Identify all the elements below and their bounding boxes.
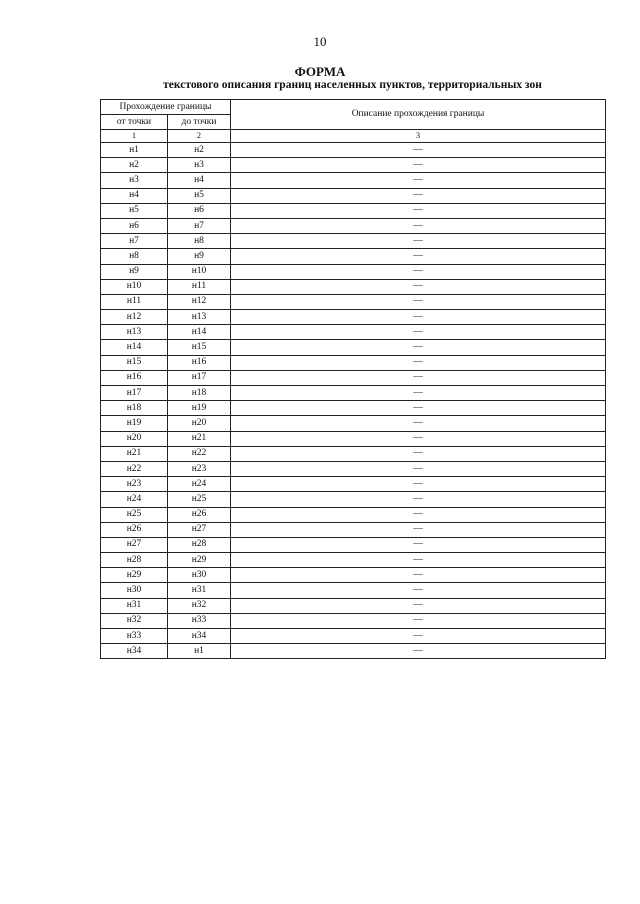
to-point-cell: н5: [168, 188, 231, 203]
table-row: [101, 310, 606, 325]
table-row: [101, 188, 606, 203]
table-row: [101, 416, 606, 431]
to-point-cell: н1: [168, 644, 231, 659]
table-row: [101, 568, 606, 583]
description-cell: —: [231, 416, 606, 431]
to-point-cell: н33: [168, 613, 231, 628]
table-row: [101, 553, 606, 568]
description-cell: —: [231, 340, 606, 355]
to-point-cell: н17: [168, 370, 231, 385]
from-point-cell: н23: [101, 477, 168, 492]
table-row: [101, 446, 606, 461]
from-point-cell: н30: [101, 583, 168, 598]
to-point-cell: н11: [168, 279, 231, 294]
table-row: [101, 279, 606, 294]
table-row: [101, 431, 606, 446]
to-point-cell: н21: [168, 431, 231, 446]
table-row: [101, 203, 606, 218]
table-row: [101, 461, 606, 476]
description-cell: —: [231, 598, 606, 613]
from-point-cell: н9: [101, 264, 168, 279]
from-point-cell: н31: [101, 598, 168, 613]
description-cell: —: [231, 279, 606, 294]
to-point-cell: н2: [168, 143, 231, 158]
to-point-cell: н28: [168, 537, 231, 552]
description-cell: —: [231, 173, 606, 188]
header-column-number-1: 1: [101, 130, 168, 143]
description-cell: —: [231, 431, 606, 446]
to-point-cell: н13: [168, 310, 231, 325]
table-row: [101, 629, 606, 644]
from-point-cell: н3: [101, 173, 168, 188]
table-row: [101, 401, 606, 416]
description-cell: —: [231, 401, 606, 416]
to-point-cell: н26: [168, 507, 231, 522]
to-point-cell: н14: [168, 325, 231, 340]
to-point-cell: н7: [168, 218, 231, 233]
table-row: [101, 644, 606, 659]
from-point-cell: н22: [101, 461, 168, 476]
table-row: [101, 477, 606, 492]
description-cell: —: [231, 325, 606, 340]
from-point-cell: н34: [101, 644, 168, 659]
table-row: [101, 492, 606, 507]
boundary-table: [100, 99, 606, 659]
table-row: [101, 158, 606, 173]
page-number: 10: [313, 34, 327, 49]
from-point-cell: н32: [101, 613, 168, 628]
from-point-cell: н26: [101, 522, 168, 537]
from-point-cell: н10: [101, 279, 168, 294]
description-cell: —: [231, 568, 606, 583]
from-point-cell: н13: [101, 325, 168, 340]
to-point-cell: н9: [168, 249, 231, 264]
table-row: [101, 340, 606, 355]
from-point-cell: н17: [101, 386, 168, 401]
to-point-cell: н32: [168, 598, 231, 613]
table-row: [101, 386, 606, 401]
to-point-cell: н30: [168, 568, 231, 583]
from-point-cell: н5: [101, 203, 168, 218]
description-cell: —: [231, 537, 606, 552]
to-point-cell: н4: [168, 173, 231, 188]
to-point-cell: н23: [168, 461, 231, 476]
table-row: [101, 173, 606, 188]
to-point-cell: н8: [168, 234, 231, 249]
description-cell: —: [231, 294, 606, 309]
to-point-cell: н31: [168, 583, 231, 598]
to-point-cell: н3: [168, 158, 231, 173]
description-cell: —: [231, 553, 606, 568]
description-cell: —: [231, 355, 606, 370]
description-cell: —: [231, 492, 606, 507]
description-cell: —: [231, 477, 606, 492]
header-column-number-3: 3: [231, 130, 606, 143]
description-cell: —: [231, 203, 606, 218]
description-cell: —: [231, 310, 606, 325]
table-header: [101, 100, 606, 143]
document-title: ФОРМА: [294, 64, 346, 79]
to-point-cell: н6: [168, 203, 231, 218]
from-point-cell: н15: [101, 355, 168, 370]
description-cell: —: [231, 158, 606, 173]
from-point-cell: н28: [101, 553, 168, 568]
from-point-cell: н18: [101, 401, 168, 416]
description-cell: —: [231, 522, 606, 537]
from-point-cell: н25: [101, 507, 168, 522]
to-point-cell: н18: [168, 386, 231, 401]
from-point-cell: н14: [101, 340, 168, 355]
table-row: [101, 143, 606, 158]
table-row: [101, 355, 606, 370]
to-point-cell: н34: [168, 629, 231, 644]
table-row: [101, 507, 606, 522]
from-point-cell: н4: [101, 188, 168, 203]
from-point-cell: н29: [101, 568, 168, 583]
description-cell: —: [231, 507, 606, 522]
description-cell: —: [231, 370, 606, 385]
description-cell: —: [231, 629, 606, 644]
header-description: Описание прохождения границы: [231, 100, 606, 130]
to-point-cell: н12: [168, 294, 231, 309]
description-cell: —: [231, 264, 606, 279]
header-boundary-passage: Прохождение границы: [101, 100, 231, 115]
table-row: [101, 537, 606, 552]
description-cell: —: [231, 613, 606, 628]
from-point-cell: н16: [101, 370, 168, 385]
to-point-cell: н22: [168, 446, 231, 461]
from-point-cell: н8: [101, 249, 168, 264]
from-point-cell: н24: [101, 492, 168, 507]
table-row: [101, 325, 606, 340]
table-body: [101, 143, 606, 659]
to-point-cell: н24: [168, 477, 231, 492]
description-cell: —: [231, 234, 606, 249]
description-cell: —: [231, 143, 606, 158]
to-point-cell: н27: [168, 522, 231, 537]
from-point-cell: н6: [101, 218, 168, 233]
header-to-point: до точки: [168, 115, 231, 130]
from-point-cell: н33: [101, 629, 168, 644]
to-point-cell: н29: [168, 553, 231, 568]
table-row: [101, 294, 606, 309]
description-cell: —: [231, 644, 606, 659]
header-from-point: от точки: [101, 115, 168, 130]
to-point-cell: н19: [168, 401, 231, 416]
table-row: [101, 234, 606, 249]
description-cell: —: [231, 461, 606, 476]
to-point-cell: н25: [168, 492, 231, 507]
from-point-cell: н27: [101, 537, 168, 552]
to-point-cell: н16: [168, 355, 231, 370]
table-row: [101, 598, 606, 613]
table-row: [101, 264, 606, 279]
to-point-cell: н10: [168, 264, 231, 279]
description-cell: —: [231, 583, 606, 598]
from-point-cell: н1: [101, 143, 168, 158]
from-point-cell: н21: [101, 446, 168, 461]
table-row: [101, 583, 606, 598]
from-point-cell: н12: [101, 310, 168, 325]
to-point-cell: н15: [168, 340, 231, 355]
description-cell: —: [231, 218, 606, 233]
document-subtitle: текстового описания границ населенных пунктов, территориальных зон: [163, 79, 542, 91]
from-point-cell: н2: [101, 158, 168, 173]
description-cell: —: [231, 249, 606, 264]
description-cell: —: [231, 386, 606, 401]
table-row: [101, 522, 606, 537]
description-cell: —: [231, 188, 606, 203]
from-point-cell: н20: [101, 431, 168, 446]
table-row: [101, 370, 606, 385]
table-row: [101, 218, 606, 233]
table-row: [101, 249, 606, 264]
header-column-number-2: 2: [168, 130, 231, 143]
from-point-cell: н7: [101, 234, 168, 249]
to-point-cell: н20: [168, 416, 231, 431]
table-row: [101, 613, 606, 628]
from-point-cell: н11: [101, 294, 168, 309]
from-point-cell: н19: [101, 416, 168, 431]
description-cell: —: [231, 446, 606, 461]
